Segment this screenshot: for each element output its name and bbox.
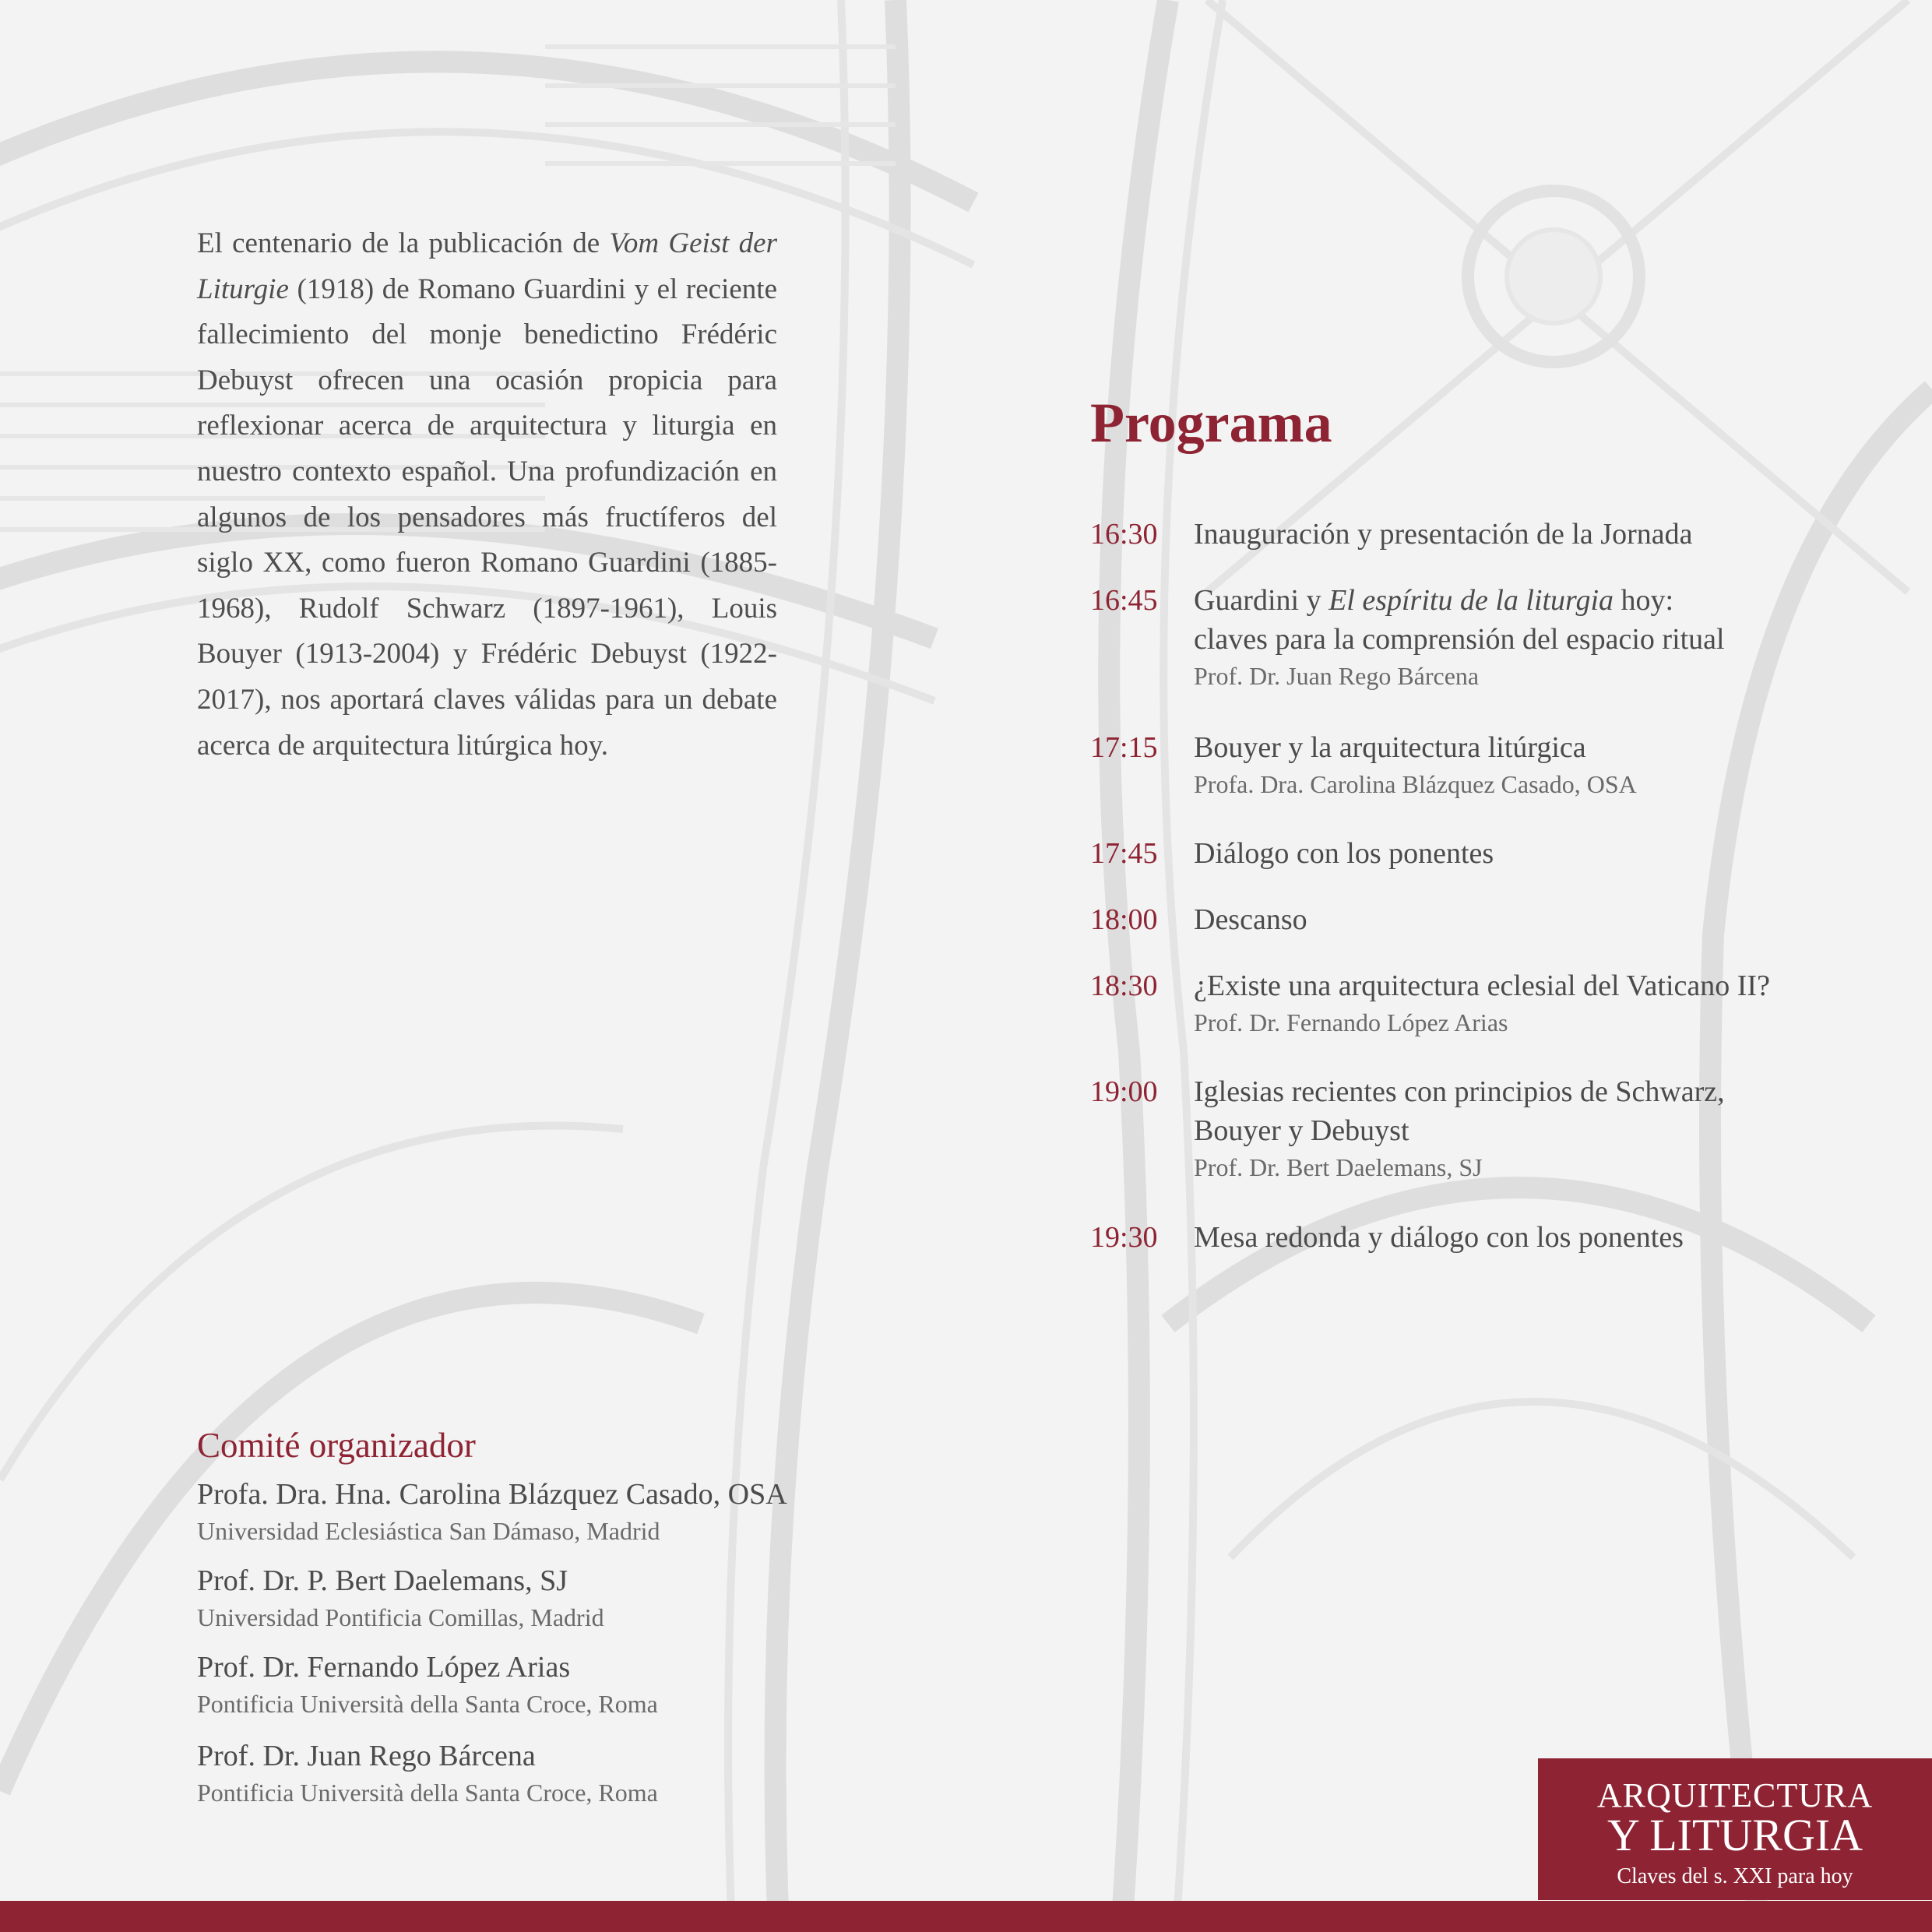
member-institution: Universidad Pontificia Comillas, Madrid	[197, 1603, 604, 1631]
member-institution: Pontificia Università della Santa Croce, Roma	[197, 1779, 658, 1807]
brand-line-1: ARQUITECTURA	[1596, 1776, 1874, 1814]
member-name: Prof. Dr. Fernando López Arias	[197, 1651, 571, 1684]
schedule-speaker: Prof. Dr. Bert Daelemans, SJ	[1194, 1153, 1483, 1181]
schedule-title-italic: El espíritu de la liturgia	[1328, 584, 1614, 617]
schedule-title-line2: Bouyer y Debuyst	[1194, 1114, 1409, 1147]
schedule-title: Mesa redonda y diálogo con los ponentes	[1194, 1221, 1684, 1254]
schedule-time: 17:45	[1090, 837, 1158, 870]
schedule-content	[1194, 966, 1863, 1040]
member-name: Prof. Dr. Juan Rego Bárcena	[197, 1740, 536, 1772]
schedule-title-line2: claves para la comprensión del espacio ritual	[1194, 623, 1725, 656]
schedule-speaker: Profa. Dra. Carolina Blázquez Casado, OSA	[1194, 770, 1637, 798]
intro-text-start: El centenario de la publicación de	[197, 227, 610, 259]
schedule-title-part: hoy:	[1614, 584, 1674, 617]
schedule-content	[1194, 515, 1863, 554]
schedule-content	[1194, 1218, 1863, 1257]
committee-member	[197, 1648, 882, 1721]
brand-tagline: Claves del s. XXI para hoy	[1617, 1864, 1853, 1888]
schedule-title: Inauguración y presentación de la Jornada	[1194, 518, 1693, 551]
intro-paragraph	[197, 221, 777, 769]
schedule-title-part: Guardini y	[1194, 584, 1329, 617]
schedule-content	[1194, 1072, 1863, 1184]
schedule-content	[1194, 728, 1863, 801]
schedule-title: Bouyer y la arquitectura litúrgica	[1194, 731, 1586, 764]
schedule-time: 19:30	[1090, 1221, 1158, 1254]
schedule-time: 17:15	[1090, 731, 1158, 764]
intro-book-title: Vom Geist der Liturgie	[197, 227, 777, 305]
schedule-title: ¿Existe una arquitectura eclesial del Vaticano II?	[1194, 970, 1770, 1002]
schedule-content	[1194, 900, 1863, 939]
intro-text-rest: (1918) de Romano Guardini y el reciente fallecimiento del monje benedictino Frédéric Debuyst ofrecen una ocasión propicia para reflexionar acerca de arquitectura y liturgia en nuestro contexto español. Una profundización en algunos de los pensadores más fructíferos del siglo XX, como fueron Romano Guardini (1885-1968), Rudolf Schwarz (1897-1961), Louis Bouyer (1913-2004) y Frédéric Debuyst (1922-2017), nos aportará claves válidas para un debate acerca de arquitectura litúrgica hoy.	[197, 273, 777, 762]
brand-line-2: Y LITURGIA	[1606, 1810, 1863, 1860]
schedule-title	[1194, 581, 1863, 620]
footer-bar	[0, 1901, 1932, 1932]
comite-title: Comité organizador	[197, 1426, 476, 1465]
member-name: Profa. Dra. Hna. Carolina Blázquez Casado, OSA	[197, 1478, 787, 1511]
committee-member	[197, 1561, 882, 1635]
schedule-title: Iglesias recientes con principios de Schwarz,	[1194, 1075, 1725, 1108]
member-institution: Universidad Eclesiástica San Dámaso, Madrid	[197, 1517, 660, 1545]
member-name: Prof. Dr. P. Bert Daelemans, SJ	[197, 1564, 568, 1597]
schedule-time: 19:00	[1090, 1075, 1158, 1108]
schedule-title: Descanso	[1194, 903, 1307, 936]
brand-logo-box	[1538, 1758, 1932, 1900]
schedule-content	[1194, 581, 1863, 693]
schedule-time: 16:45	[1090, 584, 1158, 617]
schedule-speaker: Prof. Dr. Fernando López Arias	[1194, 1008, 1508, 1036]
programa-title: Programa	[1090, 392, 1332, 454]
schedule-time: 18:00	[1090, 903, 1158, 936]
committee-member	[197, 1737, 882, 1810]
member-institution: Pontificia Università della Santa Croce, Roma	[197, 1690, 658, 1718]
schedule-title: Diálogo con los ponentes	[1194, 837, 1494, 870]
schedule-time: 16:30	[1090, 518, 1158, 551]
committee-member	[197, 1475, 882, 1548]
schedule-speaker: Prof. Dr. Juan Rego Bárcena	[1194, 662, 1480, 690]
schedule-time: 18:30	[1090, 970, 1158, 1002]
schedule-content	[1194, 834, 1863, 873]
